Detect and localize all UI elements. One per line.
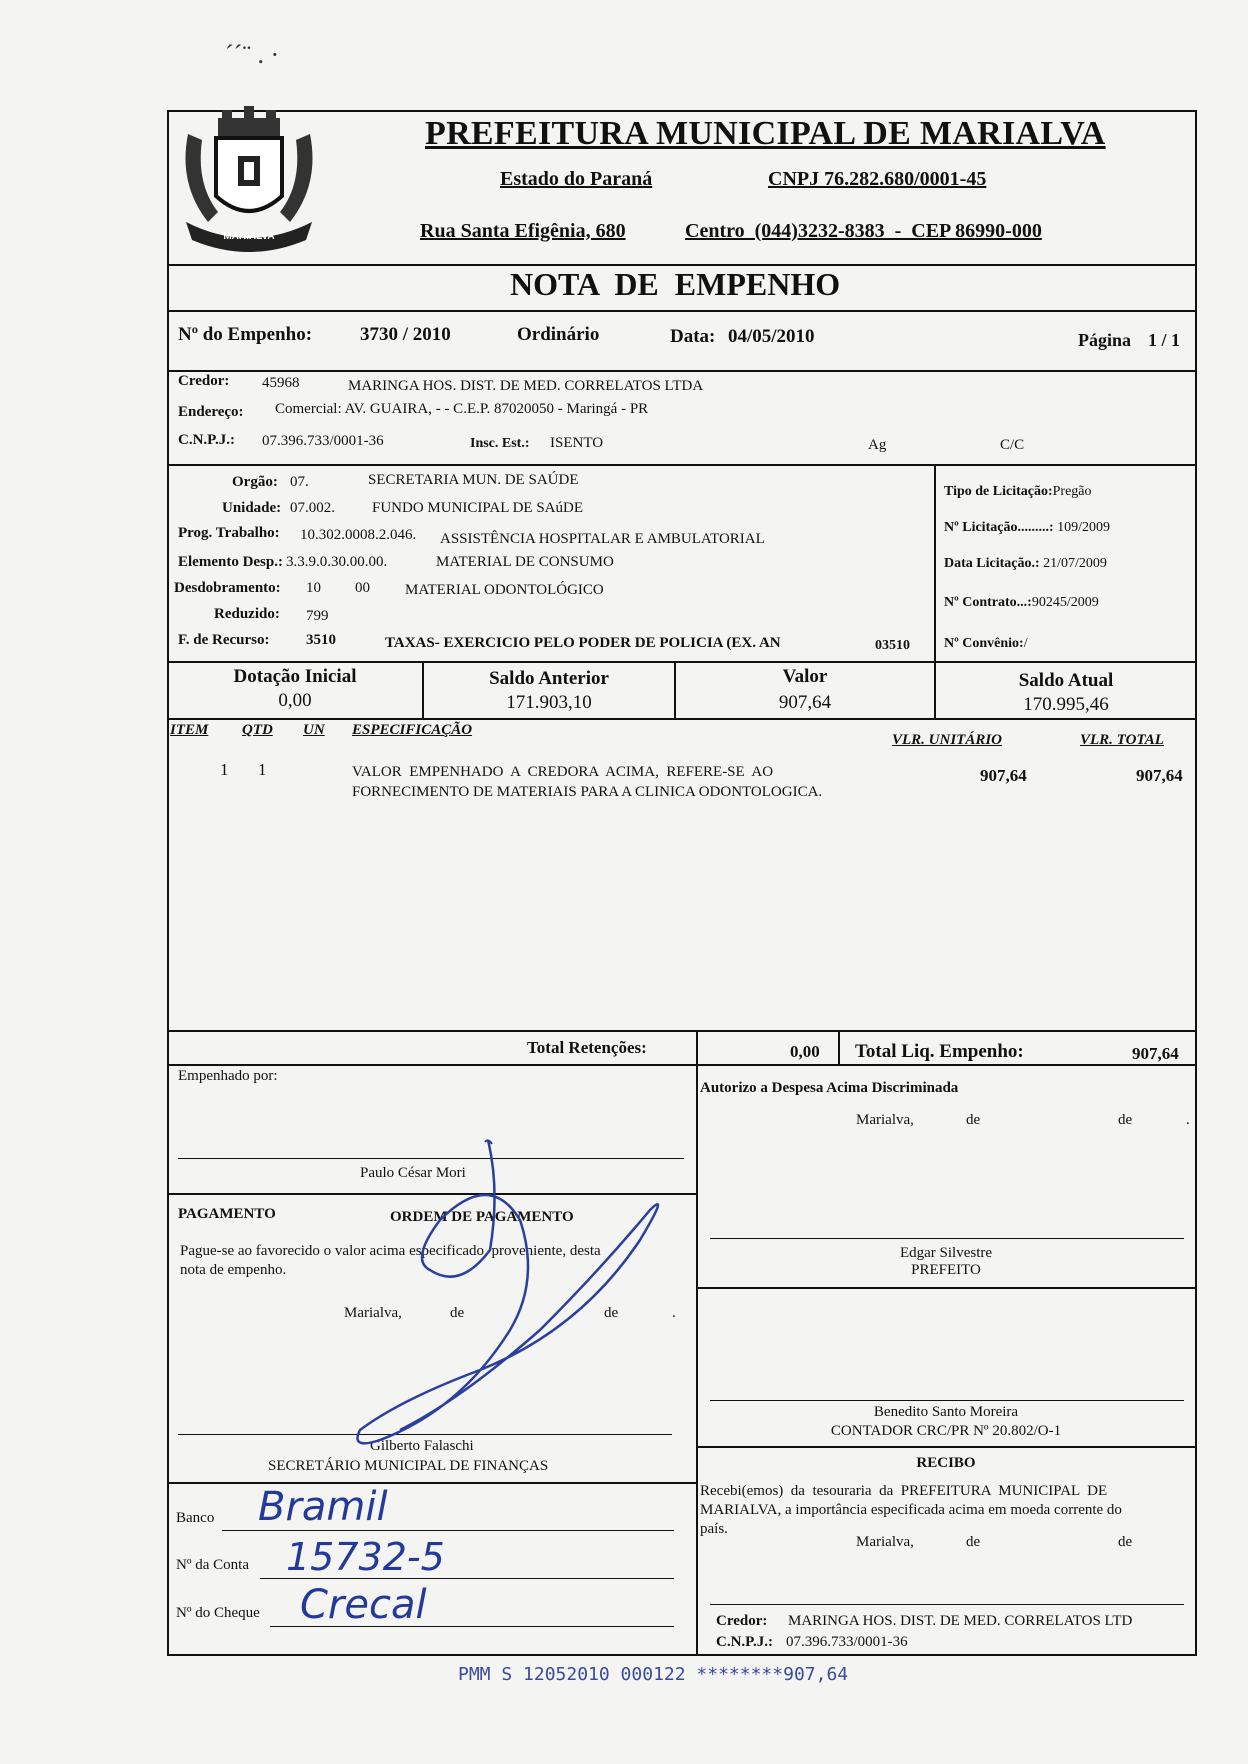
header-title: PREFEITURA MUNICIPAL DE MARIALVA xyxy=(425,115,1106,152)
empenho-num: 3730 / 2010 xyxy=(360,324,451,345)
desdobramento-code1: 10 xyxy=(306,580,321,596)
col-item: ITEM xyxy=(170,722,209,738)
credor-label: Credor: xyxy=(178,373,230,389)
elemento-label: Elemento Desp.: xyxy=(178,554,283,570)
desdobramento-code2: 00 xyxy=(355,580,370,596)
unidade-name: FUNDO MUNICIPAL DE SAúDE xyxy=(372,500,583,516)
recibo-credor-label: Credor: xyxy=(716,1613,768,1629)
address-label: Endereço: xyxy=(178,404,244,420)
pagamento-text1: Pague-se ao favorecido o valor acima especificado, proveniente, desta xyxy=(180,1243,601,1259)
empenho-date-label: Data: xyxy=(670,326,716,347)
page-label: Página xyxy=(1078,330,1132,350)
payment-stamp: PMM S 12052010 000122 ********907,64 xyxy=(458,1664,849,1685)
autorizo-de2: de xyxy=(1118,1112,1133,1128)
pagamento-city: Marialva, xyxy=(344,1305,402,1321)
credor-code: 45968 xyxy=(262,375,300,391)
empenho-date: 04/05/2010 xyxy=(728,326,815,347)
orgao-name: SECRETARIA MUN. DE SAÚDE xyxy=(368,472,579,488)
valor-value: 907,64 xyxy=(778,692,832,713)
page-number: 1 / 1 xyxy=(1148,330,1181,350)
header-contact: Centro (044)3232-8383 - CEP 86990-000 xyxy=(685,220,1042,242)
recibo-de2: de xyxy=(1118,1534,1133,1550)
banco-label: Banco xyxy=(176,1510,215,1526)
autorizo-label: Autorizo a Despesa Acima Discriminada xyxy=(700,1080,959,1096)
conta-handwritten: 15732-5 xyxy=(286,1535,445,1579)
header-state: Estado do Paraná xyxy=(500,168,653,190)
contador-title: CONTADOR CRC/PR Nº 20.802/O-1 xyxy=(830,1423,1062,1439)
pagamento-dot: . xyxy=(672,1305,676,1321)
contrato-value: 90245/2009 xyxy=(1031,595,1099,610)
recibo-text2: MARIALVA, a importância especificada acima em moeda corrente do xyxy=(700,1502,1122,1518)
convenio-label: Nº Convênio:/ xyxy=(944,636,1028,651)
autorizo-dot: . xyxy=(1186,1112,1190,1128)
prog-code: 10.302.0008.2.046. xyxy=(300,527,417,543)
unidade-code: 07.002. xyxy=(290,500,335,516)
item-unit-value: 907,64 xyxy=(980,766,1027,785)
recibo-text3: país. xyxy=(700,1521,728,1537)
elemento-name: MATERIAL DE CONSUMO xyxy=(436,554,614,570)
item-total-value: 907,64 xyxy=(1136,766,1183,785)
total-liq-label: Total Liq. Empenho: xyxy=(855,1041,1024,1062)
unidade-label: Unidade: xyxy=(222,500,282,516)
reduzido-label: Reduzido: xyxy=(214,606,280,622)
cheque-handwritten: Crecal xyxy=(300,1582,427,1628)
col-espec: ESPECIFICAÇÃO xyxy=(352,722,473,738)
empenhado-label: Empenhado por: xyxy=(178,1068,278,1084)
prefeito-title: PREFEITO xyxy=(911,1262,981,1278)
banco-handwritten: Bramil xyxy=(258,1484,388,1530)
orgao-code: 07. xyxy=(290,474,309,490)
scan-mark: ´´¨ . · xyxy=(225,40,280,69)
licitacao-data: 21/07/2009 xyxy=(1043,556,1107,571)
signature-scribble xyxy=(340,1130,700,1470)
col-qtd: QTD xyxy=(242,722,273,738)
empenho-num-label: Nº do Empenho: xyxy=(178,324,313,345)
credor-name: MARINGA HOS. DIST. DE MED. CORRELATOS LTDA xyxy=(348,378,704,394)
recibo-label: RECIBO xyxy=(916,1455,976,1471)
cheque-label: Nº do Cheque xyxy=(176,1605,260,1621)
credor-cnpj-label: C.N.P.J.: xyxy=(178,432,235,448)
insc-label: Insc. Est.: xyxy=(470,436,530,451)
recibo-text1: Recebi(emos) da tesouraria da PREFEITURA MUNICIPAL DE xyxy=(700,1483,1108,1499)
ag-label: Ag xyxy=(868,437,887,453)
empenhado-name: Paulo César Mori xyxy=(360,1165,466,1181)
pagamento-de2: de xyxy=(604,1305,619,1321)
contrato-label: Nº Contrato...:90245/2009 xyxy=(944,595,1099,610)
saldo-atual-label: Saldo Atual xyxy=(1018,670,1114,691)
empenho-type: Ordinário xyxy=(517,324,600,345)
dotacao-label: Dotação Inicial xyxy=(233,666,357,687)
recibo-cnpj-label: C.N.P.J.: xyxy=(716,1634,773,1650)
saldo-anterior-label: Saldo Anterior xyxy=(489,668,609,689)
convenio-value: / xyxy=(1023,636,1028,651)
prefeito-name: Edgar Silvestre xyxy=(899,1245,993,1261)
credor-cnpj: 07.396.733/0001-36 xyxy=(262,433,384,449)
municipal-crest-icon xyxy=(178,104,320,256)
saldo-atual-value: 170.995,46 xyxy=(1023,694,1109,715)
item-desc-line1: VALOR EMPENHADO A CREDORA ACIMA, REFERE-SE AO xyxy=(352,764,774,780)
orgao-label: Orgão: xyxy=(232,474,278,490)
pagamento-text2: nota de empenho. xyxy=(180,1262,287,1278)
col-vlr-unit: VLR. UNITÁRIO xyxy=(892,732,1003,748)
prog-label: Prog. Trabalho: xyxy=(178,525,280,541)
header-cnpj: CNPJ 76.282.680/0001-45 xyxy=(768,168,987,190)
desdobramento-name: MATERIAL ODONTOLÓGICO xyxy=(405,582,604,598)
valor-label: Valor xyxy=(782,666,828,687)
secretario-name: Gilberto Falaschi xyxy=(370,1438,474,1454)
dotacao-value: 0,00 xyxy=(278,690,312,711)
contador-name: Benedito Santo Moreira xyxy=(873,1404,1019,1420)
fonte-name: TAXAS- EXERCICIO PELO PODER DE POLICIA (EX. AN xyxy=(385,635,781,651)
elemento-code: 3.3.9.0.30.00.00. xyxy=(286,554,388,570)
fonte-code2: 03510 xyxy=(875,638,910,653)
credor-address: Comercial: AV. GUAIRA, - - C.E.P. 87020050 - Maringá - PR xyxy=(275,401,649,417)
secretario-title: SECRETÁRIO MUNICIPAL DE FINANÇAS xyxy=(268,1458,549,1474)
licitacao-num: 109/2009 xyxy=(1057,520,1110,535)
col-un: UN xyxy=(303,722,325,738)
licitacao-tipo-label: Tipo de Licitação:Pregão xyxy=(944,484,1092,499)
pagamento-label: PAGAMENTO xyxy=(178,1206,276,1222)
licitacao-data-label: Data Licitação.: 21/07/2009 xyxy=(944,556,1107,571)
item-desc-line2: FORNECIMENTO DE MATERIAIS PARA A CLINICA ODONTOLOGICA. xyxy=(352,784,823,800)
crest-ribbon-text: MARIALVA xyxy=(223,231,275,242)
insc-value: ISENTO xyxy=(550,435,604,451)
total-liq-value: 907,64 xyxy=(1132,1044,1179,1063)
reduzido-value: 799 xyxy=(306,608,329,624)
ordem-pagamento-label: ORDEM DE PAGAMENTO xyxy=(390,1209,574,1225)
retencoes-value: 0,00 xyxy=(790,1042,820,1061)
header-street: Rua Santa Efigênia, 680 xyxy=(420,220,626,242)
recibo-city: Marialva, xyxy=(856,1534,914,1550)
autorizo-city: Marialva, xyxy=(856,1112,914,1128)
prog-name: ASSISTÊNCIA HOSPITALAR E AMBULATORIAL xyxy=(440,531,765,547)
col-vlr-total: VLR. TOTAL xyxy=(1080,732,1164,748)
recibo-cnpj: 07.396.733/0001-36 xyxy=(786,1634,908,1650)
saldo-anterior-value: 171.903,10 xyxy=(506,692,592,713)
item-number: 1 xyxy=(220,760,229,779)
retencoes-label: Total Retenções: xyxy=(527,1038,647,1057)
licitacao-tipo: Pregão xyxy=(1052,484,1092,499)
doc-title: NOTA DE EMPENHO xyxy=(510,266,841,302)
cc-label: C/C xyxy=(1000,437,1025,453)
pagamento-de1: de xyxy=(450,1305,465,1321)
licitacao-num-label: Nº Licitação.........: 109/2009 xyxy=(944,520,1110,535)
recibo-de1: de xyxy=(966,1534,981,1550)
autorizo-de1: de xyxy=(966,1112,981,1128)
fonte-code: 3510 xyxy=(306,632,336,648)
item-qtd: 1 xyxy=(258,760,267,779)
fonte-label: F. de Recurso: xyxy=(178,632,270,648)
recibo-credor-name: MARINGA HOS. DIST. DE MED. CORRELATOS LTD xyxy=(788,1613,1133,1629)
desdobramento-label: Desdobramento: xyxy=(174,580,281,596)
conta-label: Nº da Conta xyxy=(176,1557,249,1573)
